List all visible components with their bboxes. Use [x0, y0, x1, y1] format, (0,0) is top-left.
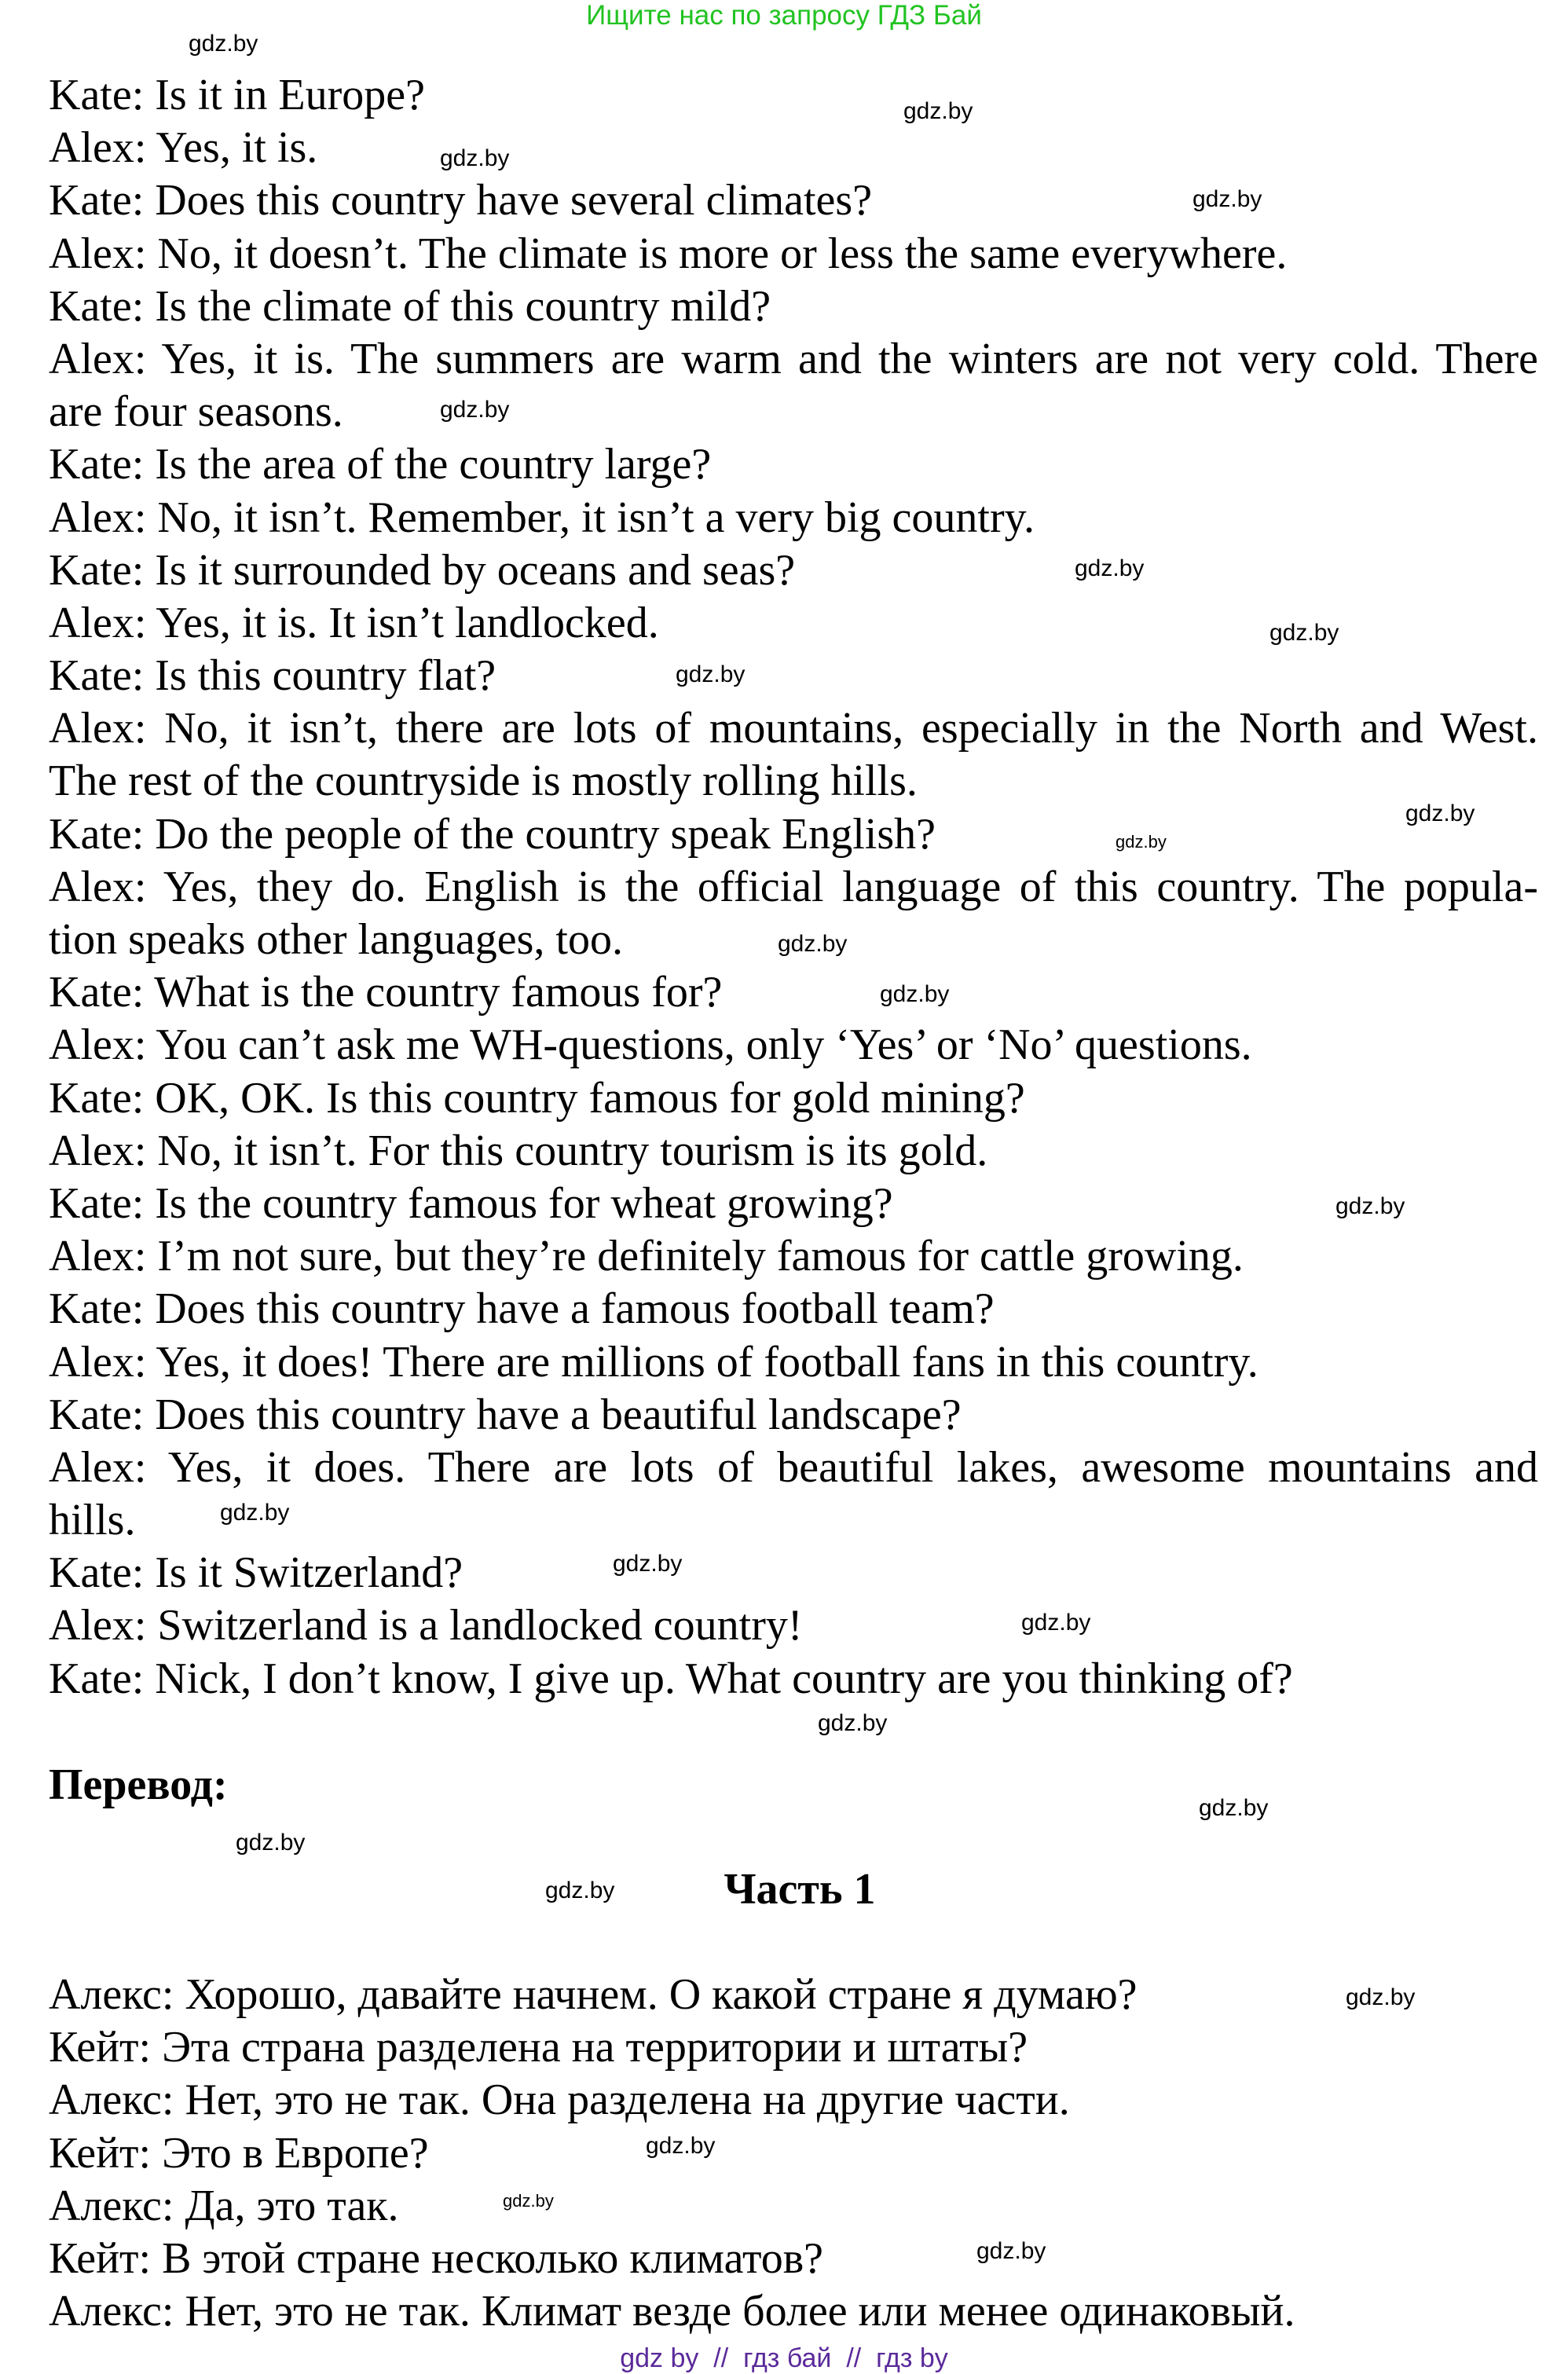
russian-dialogue — [49, 1969, 1538, 2338]
dialogue-line: Kate: Is this country flat? — [49, 651, 496, 701]
watermark: gdz.by — [903, 98, 973, 124]
dialogue-line: tion speaks other languages, too. — [49, 915, 623, 964]
dialogue-line: Kate: Is it surrounded by oceans and seas? — [49, 545, 796, 595]
watermark: gdz.by — [236, 1830, 306, 1856]
dialogue-line: Алекс: Нет, это не так. Она разделена на другие части. — [49, 2075, 1070, 2125]
watermark: gdz.by — [1192, 186, 1262, 212]
dialogue-line: The rest of the countryside is mostly rolling hills. — [49, 757, 918, 806]
watermark: gdz.by — [503, 2191, 554, 2211]
dialogue-line: Alex: Switzerland is a landlocked country! — [49, 1601, 803, 1650]
dialogue-line: Алекс: Да, это так. — [49, 2181, 399, 2230]
dialogue-line: Kate: Is the climate of this country mild? — [49, 281, 771, 331]
watermark: gdz.by — [1405, 800, 1475, 826]
watermark: gdz.by — [646, 2133, 716, 2159]
dialogue-line: hills. — [49, 1496, 136, 1545]
watermark: gdz.by — [189, 31, 258, 57]
dialogue-line: Kate: Does this country have a famous football team? — [49, 1284, 995, 1334]
watermark: gdz.by — [1199, 1795, 1269, 1821]
dialogue-line: Alex: No, it isn’t. Remember, it isn’t a very big country. — [49, 493, 1035, 542]
dialogue-line: Кейт: Эта страна разделена на территории и штаты? — [49, 2023, 1028, 2072]
dialogue-line: Kate: Does this country have a beautiful landscape? — [49, 1390, 962, 1439]
watermark: gdz.by — [1075, 555, 1145, 581]
dialogue-line: Alex: Yes, it is. — [49, 123, 318, 173]
dialogue-line: Alex: Yes, it is. It isn’t landlocked. — [49, 598, 659, 647]
dialogue-line: Кейт: В этой стране несколько климатов? — [49, 2233, 824, 2283]
dialogue-line: Alex: Yes, it does! There are millions of football fans in this country. — [49, 1337, 1258, 1387]
dialogue-line: Kate: Is the area of the country large? — [49, 440, 712, 489]
dialogue-line: Alex: No, it isn’t, there are lots of mountains, especially in the North and West. — [49, 704, 1538, 753]
dialogue-line: Kate: Is it in Europe? — [49, 71, 425, 119]
dialogue-line: Кейт: Это в Европе? — [49, 2128, 429, 2178]
translation-heading: Перевод: — [49, 1760, 228, 1809]
dialogue-line: Alex: I’m not sure, but they’re definitely famous for cattle growing. — [49, 1232, 1244, 1281]
dialogue-line: Kate: Does this country have several climates? — [49, 176, 873, 225]
dialogue-line: Alex: Yes, they do. English is the official language of this country. The popula- — [49, 862, 1538, 911]
watermark: gdz.by — [1346, 1984, 1416, 2010]
watermark: gdz.by — [545, 1878, 615, 1903]
dialogue-line: Kate: Is the country famous for wheat growing? — [49, 1178, 893, 1228]
watermark: gdz.by — [1116, 832, 1167, 852]
dialogue-line: Alex: No, it doesn’t. The climate is more or less the same everywhere. — [49, 229, 1288, 278]
watermark: gdz.by — [613, 1551, 683, 1577]
watermark: gdz.by — [676, 661, 746, 687]
dialogue-line: Kate: Do the people of the country speak English? — [49, 809, 936, 859]
watermark: gdz.by — [440, 145, 510, 171]
english-dialogue — [49, 69, 1538, 1705]
watermark: gdz.by — [976, 2238, 1046, 2264]
watermark: gdz.by — [818, 1710, 888, 1736]
dialogue-line: Kate: Nick, I don’t know, I give up. What country are you thinking of? — [49, 1654, 1293, 1703]
dialogue-line: Алекс: Нет, это не так. Климат везде более или менее одинаковый. — [49, 2287, 1295, 2336]
dialogue-line: Kate: Is it Switzerland? — [49, 1548, 463, 1598]
watermark: gdz.by — [1021, 1610, 1091, 1636]
footer-watermark: gdz by // гдз бай // гдз by — [620, 2343, 948, 2373]
part-heading: Часть 1 — [724, 1865, 876, 1914]
watermark: gdz.by — [778, 931, 848, 957]
watermark: gdz.by — [880, 981, 950, 1007]
search-hint-banner: Ищите нас по запросу ГДЗ Бай — [586, 0, 982, 31]
dialogue-line: Kate: OK, OK. Is this country famous for gold mining? — [49, 1073, 1025, 1123]
dialogue-line: Kate: What is the country famous for? — [49, 968, 723, 1017]
dialogue-line: Alex: Yes, it is. The summers are warm and the winters are not very cold. There — [49, 334, 1538, 383]
watermark: gdz.by — [440, 397, 510, 423]
dialogue-line: Alex: You can’t ask me WH-questions, only ‘Yes’ or ‘No’ questions. — [49, 1020, 1252, 1070]
dialogue-line: Алекс: Хорошо, давайте начнем. О какой стране я думаю? — [49, 1970, 1138, 2019]
watermark: gdz.by — [1269, 620, 1339, 646]
watermark: gdz.by — [1335, 1193, 1405, 1219]
watermark: gdz.by — [220, 1500, 290, 1526]
dialogue-line: Alex: Yes, it does. There are lots of beautiful lakes, awesome mountains and — [49, 1442, 1538, 1492]
dialogue-line: are four seasons. — [49, 387, 343, 437]
dialogue-line: Alex: No, it isn’t. For this country tourism is its gold. — [49, 1126, 988, 1175]
